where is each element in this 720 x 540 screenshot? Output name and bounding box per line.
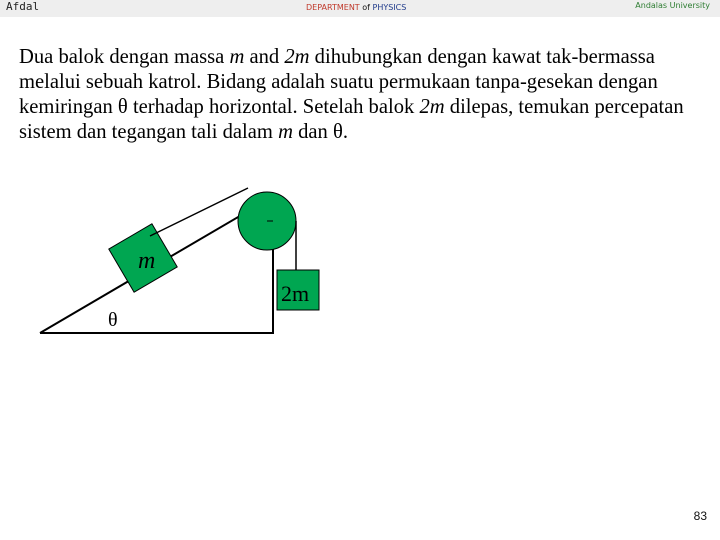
department-word: DEPARTMENT	[306, 3, 360, 12]
angle-theta-label: θ	[108, 309, 118, 331]
department-of-word: of	[362, 3, 370, 12]
problem-mass-m: m	[229, 46, 245, 68]
problem-mass-m-2: m	[278, 121, 293, 143]
problem-text-4: dilepas, temukan percepatan sistem dan tegangan tali dalam	[19, 96, 684, 143]
problem-text-1: Dua balok dengan massa	[19, 46, 230, 68]
page-number: 83	[693, 509, 707, 523]
block-2m-label: 2m	[281, 281, 310, 306]
problem-mass-2m-2: 2m	[419, 96, 445, 118]
problem-text-5: dan θ.	[292, 121, 348, 143]
university-label: Andalas University	[635, 1, 710, 10]
department-physics-word: PHYSICS	[372, 3, 407, 12]
problem-text-3: dihubungkan dengan kawat tak-bermassa melalui sebuah katrol. Bidang adalah suatu permukaan tanpa-gesekan dengan kemiringan θ terhadap horizontal. Setelah balok	[19, 46, 658, 118]
rope-incline	[150, 188, 248, 236]
problem-mass-2m: 2m	[284, 46, 310, 68]
author-label: Afdal	[6, 0, 40, 13]
problem-text-2: and	[244, 46, 285, 68]
block-m-label: m	[138, 248, 156, 274]
